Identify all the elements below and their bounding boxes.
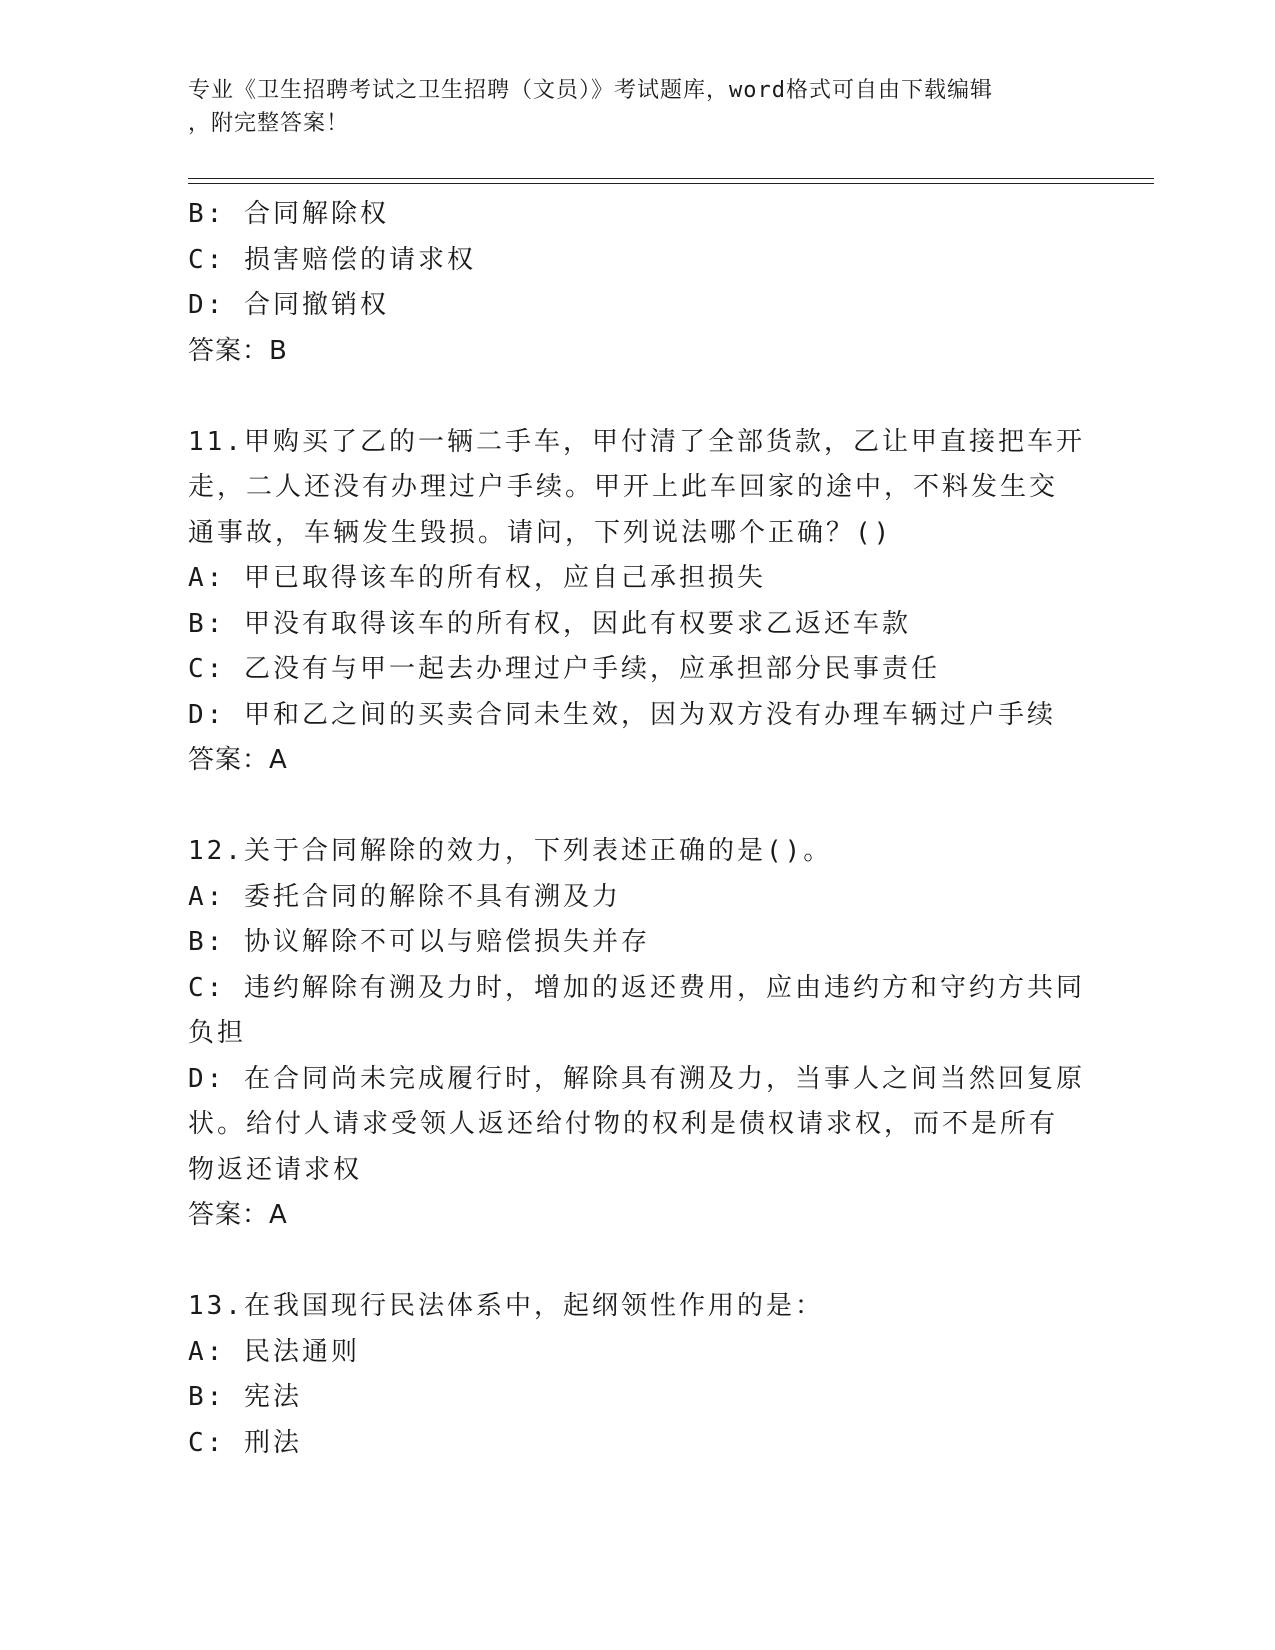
q13-option-b: B: 宪法 [188, 1382, 302, 1412]
spacer [188, 784, 1088, 830]
question-list [188, 192, 1088, 1466]
q11-stem-line3: 通事故，车辆发生毁损。请问，下列说法哪个正确？() [188, 517, 893, 548]
q13-stem: 13.在我国现行民法体系中，起纲领性作用的是： [188, 1291, 824, 1321]
document-header [188, 74, 1068, 140]
q12-answer: 答案：A [188, 1200, 288, 1230]
q12-option-d-line2: 状。给付人请求受领人返还给付物的权利是债权请求权，而不是所有 [188, 1109, 1059, 1139]
q11-option-a: A: 甲已取得该车的所有权，应自己承担损失 [188, 563, 766, 593]
q10-option-c: C: 损害赔偿的请求权 [188, 244, 476, 275]
q11-answer: 答案：A [188, 745, 288, 775]
question-12 [188, 829, 1088, 1239]
header-title-line1: 专业《卫生招聘考试之卫生招聘（文员）》考试题库，word格式可自由下载编辑 [188, 78, 993, 103]
question-13 [188, 1284, 1088, 1466]
q11-stem-line2: 走，二人还没有办理过户手续。甲开上此车回家的途中，不料发生交 [188, 472, 1059, 502]
header-title-line2: ，附完整答案！ [188, 111, 350, 136]
q11-stem-line1: 11.甲购买了乙的一辆二手车，甲付清了全部货款，乙让甲直接把车开 [188, 426, 1085, 457]
q12-option-d-line1: D: 在合同尚未完成履行时，解除具有溯及力，当事人之间当然回复原 [188, 1063, 1085, 1094]
q11-option-d: D: 甲和乙之间的买卖合同未生效，因为双方没有办理车辆过户手续 [188, 699, 1056, 730]
q10-option-b: B: 合同解除权 [188, 199, 389, 229]
q12-option-a: A: 委托合同的解除不具有溯及力 [188, 881, 621, 912]
q10-option-d: D: 合同撤销权 [188, 290, 389, 320]
header-divider-top [188, 178, 1154, 179]
question-11 [188, 420, 1088, 784]
q11-option-c: C: 乙没有与甲一起去办理过户手续，应承担部分民事责任 [188, 654, 940, 684]
q13-option-c: C: 刑法 [188, 1427, 302, 1458]
q10-answer: 答案：B [188, 335, 288, 366]
q13-option-a: A: 民法通则 [188, 1336, 360, 1367]
q12-option-d-line3: 物返还请求权 [188, 1154, 363, 1185]
header-divider-bottom [188, 183, 1154, 184]
spacer [188, 374, 1088, 420]
question-10-continued [188, 192, 1088, 374]
q11-option-b: B: 甲没有取得该车的所有权，因此有权要求乙返还车款 [188, 608, 911, 639]
q12-option-b: B: 协议解除不可以与赔偿损失并存 [188, 927, 650, 957]
spacer [188, 1239, 1088, 1285]
q12-option-c-line2: 负担 [188, 1018, 247, 1048]
q12-stem: 12.关于合同解除的效力，下列表述正确的是()。 [188, 836, 833, 866]
q12-option-c-line1: C: 违约解除有溯及力时，增加的返还费用，应由违约方和守约方共同 [188, 972, 1085, 1003]
